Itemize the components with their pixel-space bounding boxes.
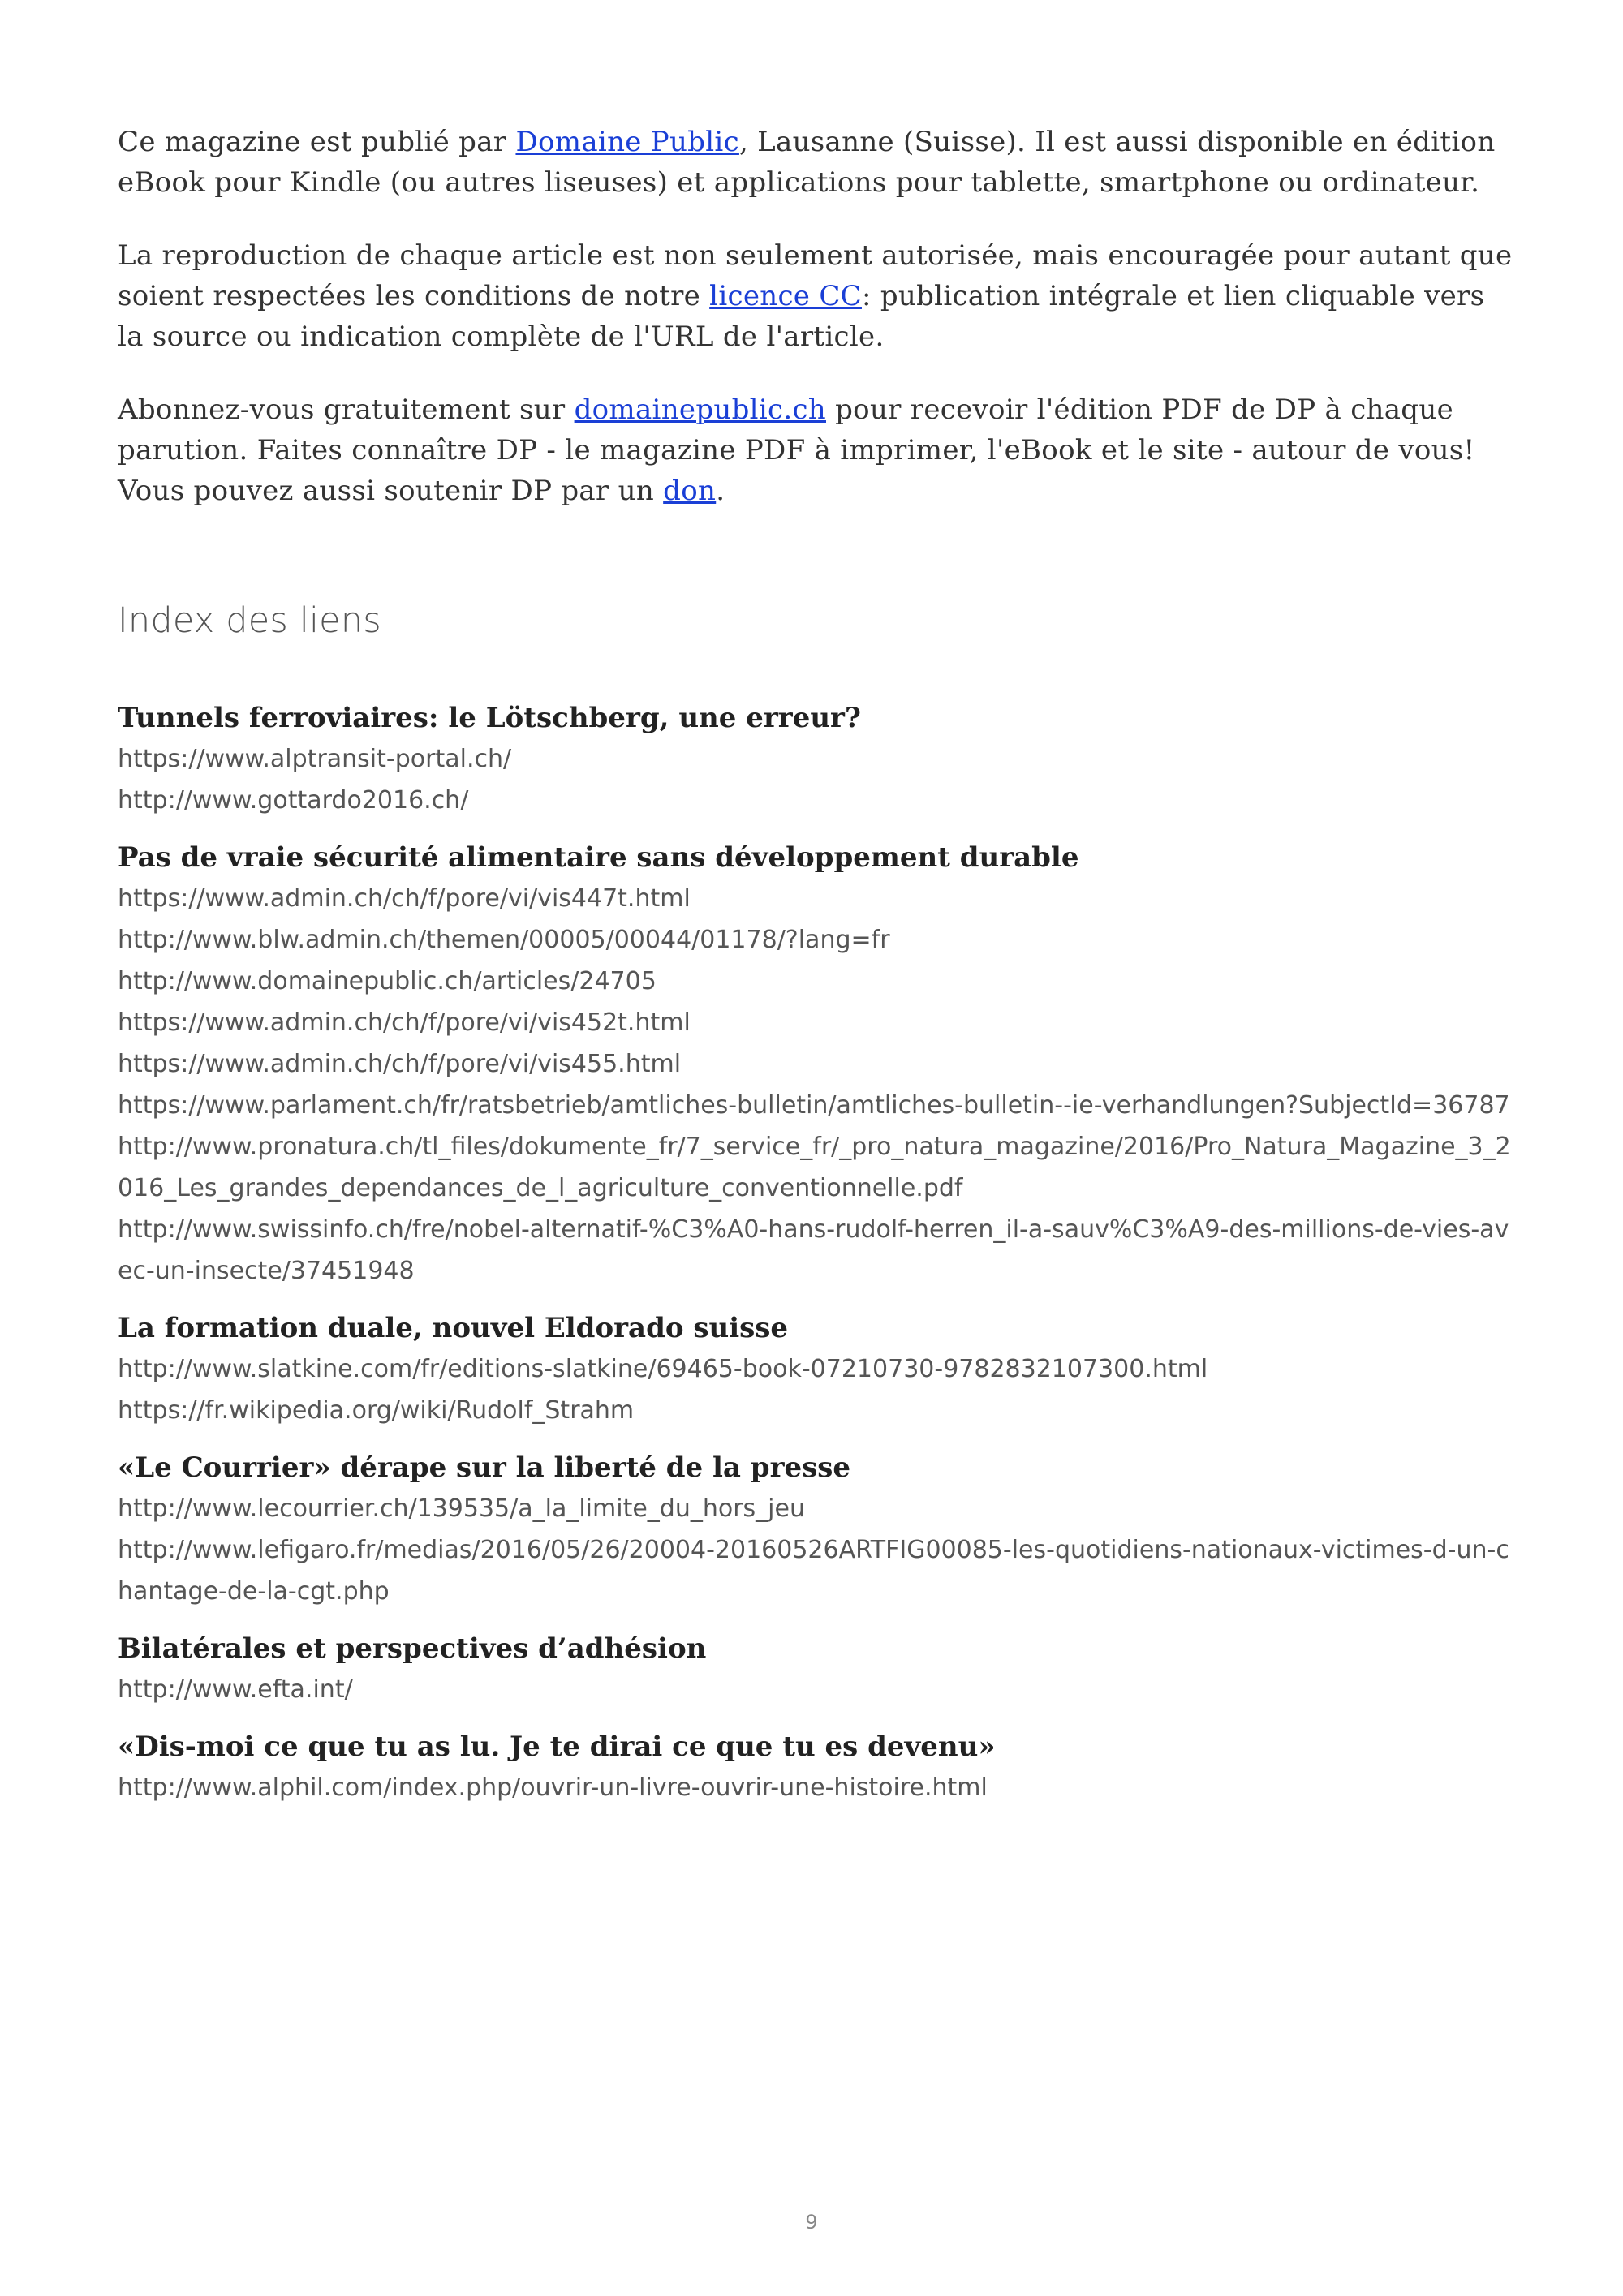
page-number: 9 (805, 2211, 818, 2234)
reference-url[interactable]: https://www.parlament.ch/fr/ratsbetrieb/amtliches-bulletin/amtliches-bulletin--ie-verhandlungen?SubjectId=36787 (118, 1091, 1510, 1120)
intro-paragraph-subscribe (118, 389, 1513, 511)
reference-url[interactable]: https://www.admin.ch/ch/f/pore/vi/vis455.html (118, 1050, 682, 1078)
reference-url[interactable]: http://www.lefigaro.fr/medias/2016/05/26/20004-20160526ARTFIG00085-les-quotidiens-nationaux-victimes-d-un-chantage-de-la-cgt.php (118, 1536, 1509, 1606)
index-section (118, 837, 1513, 1292)
reference-url[interactable]: http://www.alphil.com/index.php/ouvrir-un-livre-ouvrir-une-histoire.html (118, 1774, 988, 1802)
index-section (118, 698, 1513, 821)
intro-p3-text-before: Abonnez-vous gratuitement sur (118, 393, 575, 426)
intro-p1-text-after: , Lausanne (Suisse). Il est aussi disponible en édition eBook pour Kindle (ou autres liseuses) et applications pour tablette, smartphone ou ordinateur. (118, 126, 1496, 199)
domaine-public-link[interactable]: Domaine Public (515, 126, 739, 158)
reference-url[interactable]: http://www.lecourrier.ch/139535/a_la_limite_du_hors_jeu (118, 1494, 805, 1523)
intro-p2-text-before: La reproduction de chaque article est non seulement autorisée, mais encouragée pour autant que soient respectées les conditions de notre (118, 239, 1513, 312)
reference-url[interactable]: https://fr.wikipedia.org/wiki/Rudolf_Strahm (118, 1396, 635, 1425)
article-title: «Le Courrier» dérape sur la liberté de la presse (118, 1451, 851, 1484)
intro-p2-text-after: : publication intégrale et lien cliquable vers la source ou indication complète de l'URL de l'article. (118, 280, 1485, 353)
reference-url[interactable]: http://www.efta.int/ (118, 1675, 353, 1704)
reference-url[interactable]: http://www.blw.admin.ch/themen/00005/00044/01178/?lang=fr (118, 926, 890, 954)
article-title: Tunnels ferroviaires: le Lötschberg, une erreur? (118, 702, 861, 734)
intro-p1-text-before: Ce magazine est publié par (118, 126, 516, 158)
article-title: La formation duale, nouvel Eldorado suisse (118, 1312, 789, 1344)
link-index-list (118, 698, 1513, 1808)
reference-url[interactable]: http://www.swissinfo.ch/fre/nobel-alternatif-%C3%A0-hans-rudolf-herren_il-a-sauv%C3%A9-des-millions-de-vies-avec-un-insecte/37451948 (118, 1215, 1509, 1285)
reference-url[interactable]: http://www.domainepublic.ch/articles/24705 (118, 967, 657, 995)
reference-url[interactable]: http://www.pronatura.ch/tl_files/dokumente_fr/7_service_fr/_pro_natura_magazine/2016/Pro_Natura_Magazine_3_2016_Les_grandes_dependances_de_l_agriculture_conventionnelle.pdf (118, 1133, 1511, 1202)
article-title: Pas de vraie sécurité alimentaire sans développement durable (118, 841, 1079, 874)
index-section (118, 1308, 1513, 1431)
page-content (118, 122, 1513, 1825)
index-section (118, 1628, 1513, 1710)
article-title: Bilatérales et perspectives d’adhésion (118, 1632, 707, 1665)
intro-p3-text-middle: pour recevoir l'édition PDF de DP à chaque parution. Faites connaître DP - le magazine PDF à imprimer, l'eBook et le site - autour de vous! Vous pouvez aussi soutenir DP par un (118, 393, 1475, 507)
reference-url[interactable]: https://www.alptransit-portal.ch/ (118, 745, 512, 773)
domainepublic-link[interactable]: domainepublic.ch (574, 393, 826, 426)
intro-p3-text-after: . (716, 475, 725, 507)
intro-paragraph-license (118, 235, 1513, 357)
article-title: «Dis-moi ce que tu as lu. Je te dirai ce que tu es devenu» (118, 1731, 996, 1763)
index-title: Index des liens (118, 600, 381, 641)
reference-url[interactable]: https://www.admin.ch/ch/f/pore/vi/vis452t.html (118, 1008, 691, 1037)
index-section (118, 1726, 1513, 1808)
index-section (118, 1447, 1513, 1612)
reference-url[interactable]: http://www.slatkine.com/fr/editions-slatkine/69465-book-07210730-9782832107300.html (118, 1355, 1208, 1383)
intro-paragraph-publisher (118, 122, 1513, 203)
don-link[interactable]: don (663, 475, 717, 507)
licence-cc-link[interactable]: licence CC (709, 280, 862, 312)
reference-url[interactable]: http://www.gottardo2016.ch/ (118, 786, 469, 815)
reference-url[interactable]: https://www.admin.ch/ch/f/pore/vi/vis447t.html (118, 884, 691, 913)
